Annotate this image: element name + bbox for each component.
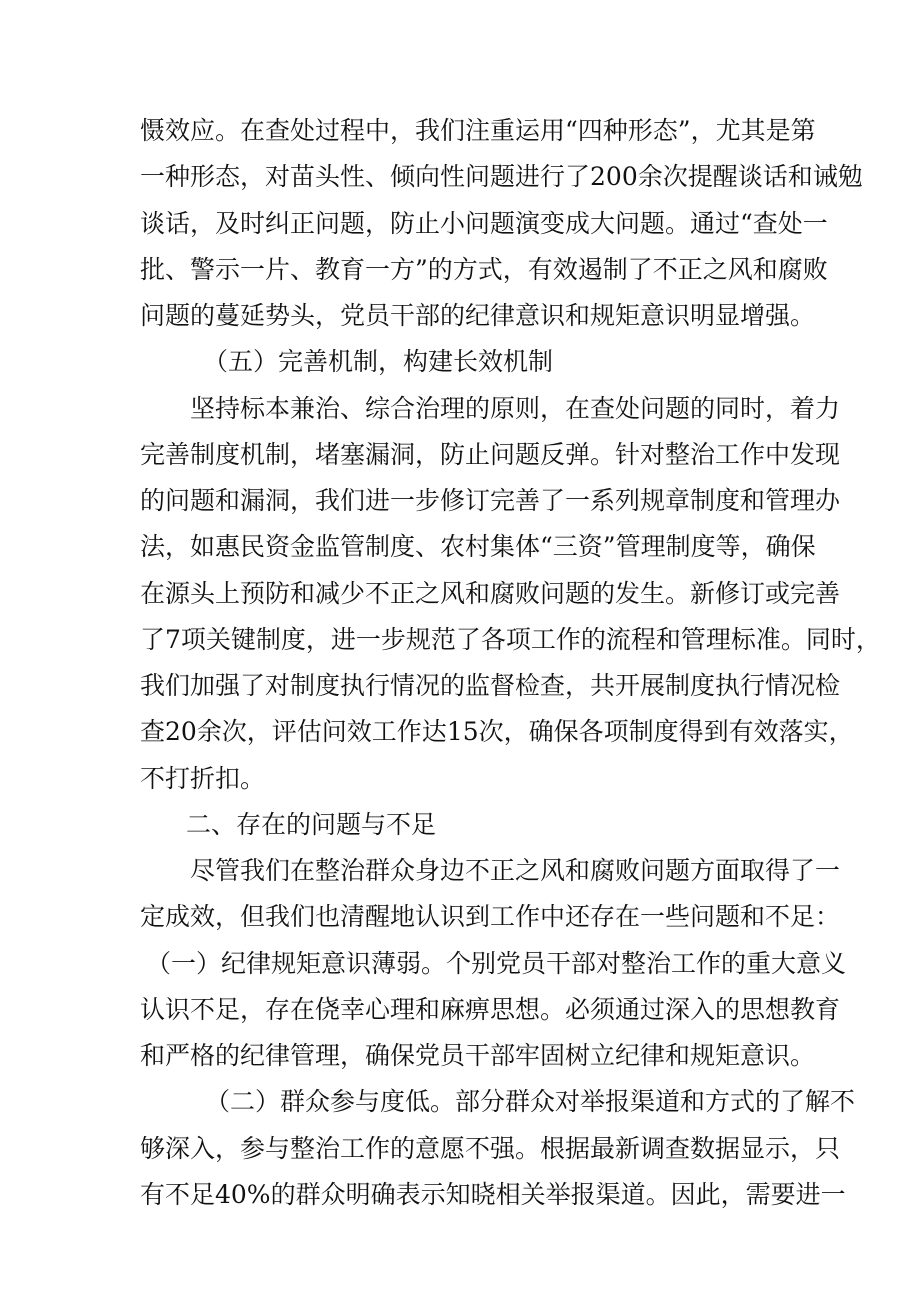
paragraph-line: 认识不足，存在侥幸心理和麻痹思想。必须通过深入的思想教育 [140, 995, 841, 1024]
paragraph-line: 法，如惠民资金监管制度、农村集体“三资”管理制度等，确保 [140, 532, 816, 561]
paragraph-line: 坚持标本兼治、综合治理的原则，在查处问题的同时，着力 [190, 394, 841, 423]
paragraph-line: 在源头上预防和减少不正之风和腐败问题的发生。新修订或完善 [140, 579, 841, 608]
paragraph-line: （一）纪律规矩意识薄弱。个别党员干部对整治工作的重大意义 [146, 949, 847, 978]
section-heading: 二、存在的问题与不足 [186, 810, 437, 839]
paragraph-line: 有不足40%的群众明确表示知晓相关举报渠道。因此，需要进一 [140, 1180, 846, 1209]
paragraph-line: 不打折扣。 [140, 764, 266, 793]
paragraph-line: 问题的蔓延势头，党员干部的纪律意识和规矩意识明显增强。 [140, 301, 816, 330]
paragraph-line: 完善制度机制，堵塞漏洞，防止问题反弹。针对整治工作中发现 [140, 440, 841, 469]
paragraph-line: 批、警示一片、教育一方”的方式，有效遏制了不正之风和腐败 [140, 255, 828, 284]
section-subheading: （五）完善机制，构建长效机制 [203, 347, 554, 376]
paragraph-line: 查20余次，评估问效工作达15次，确保各项制度得到有效落实， [140, 717, 854, 746]
paragraph-line: 了7项关键制度，进一步规范了各项工作的流程和管理标准。同时， [140, 625, 881, 654]
paragraph-line: （二）群众参与度低。部分群众对举报渠道和方式的了解不 [205, 1087, 856, 1116]
paragraph-line: 定成效，但我们也清醒地认识到工作中还存在一些问题和不足： [140, 902, 841, 931]
paragraph-line: 的问题和漏洞，我们进一步修订完善了一系列规章制度和管理办 [140, 486, 841, 515]
paragraph-line: 够深入，参与整治工作的意愿不强。根据最新调查数据显示，只 [140, 1134, 841, 1163]
paragraph-line: 和严格的纪律管理，确保党员干部牢固树立纪律和规矩意识。 [140, 1041, 816, 1070]
paragraph-line: 我们加强了对制度执行情况的监督检查，共开展制度执行情况检 [140, 671, 841, 700]
paragraph-line: 慑效应。在查处过程中，我们注重运用“四种形态”，尤其是第 [140, 116, 816, 145]
paragraph-line: 谈话，及时纠正问题，防止小问题演变成大问题。通过“查处一 [140, 209, 828, 238]
paragraph-line: 尽管我们在整治群众身边不正之风和腐败问题方面取得了一 [190, 856, 841, 885]
paragraph-line: 一种形态，对苗头性、倾向性问题进行了200余次提醒谈话和诫勉 [140, 162, 863, 191]
